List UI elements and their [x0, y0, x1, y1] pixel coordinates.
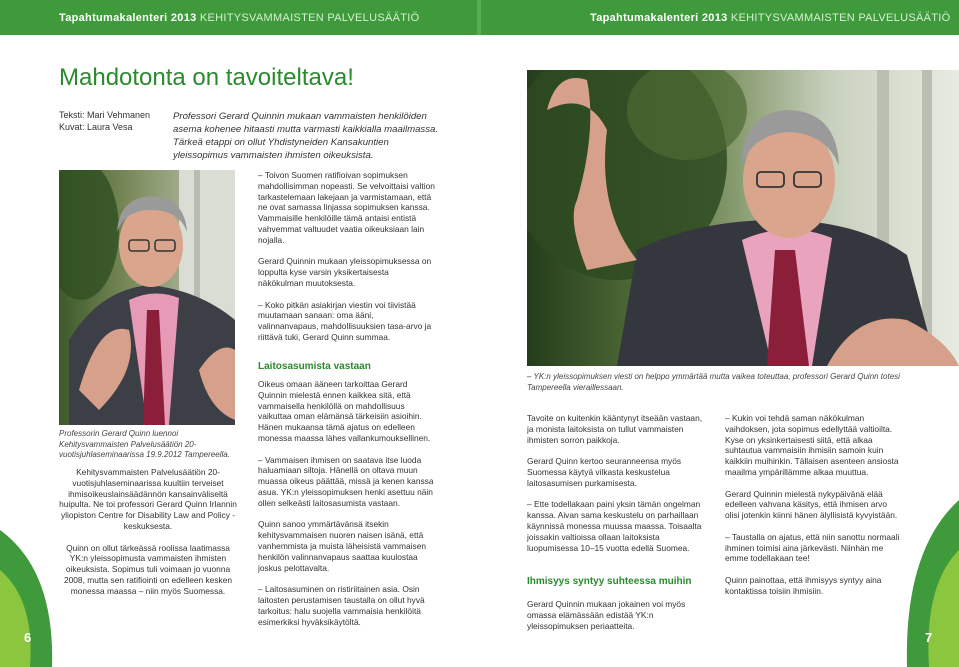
- header-divider: [477, 0, 481, 35]
- sidebar-column: [59, 467, 237, 597]
- subheading-left: Laitosasumista vastaan: [258, 361, 371, 372]
- credit-photos: Kuvat: Laura Vesa: [59, 121, 133, 132]
- body-paragraph: Quinn painottaa, että ihmisyys syntyy aina kontaktissa toisiin ihmisiin.: [725, 574, 882, 596]
- page-number-right: 7: [925, 630, 933, 645]
- header-left: [59, 12, 419, 24]
- header-right-title: Tapahtumakalenteri 2013: [590, 12, 728, 24]
- header-right-org: KEHITYSVAMMAISTEN PALVELUSÄÄTIÖ: [730, 12, 951, 24]
- body-paragraph: – Toivon Suomen ratifioivan sopimuksen mahdollisimman nopeasti. Se velvoittaisi valtion tarkastelemaan lakejaan ja varmistamaan, että ne ovat samassa linjassa sopimuksen kanssa. Vammaisille henkilöille tämä antaisi entistä vahvemmat valtuudet vaatia oikeuksiaan lain nojalla.: [258, 170, 435, 245]
- body-paragraph: – Ette todellakaan paini yksin tämän ongelman kanssa. Aivan sama keskustelu on parhaillaan käynnissä monessa muussa maassa. Toisaalta joissakin valtioissa ollaan laitoksista luopumisessa 10–15 vuotta edellä Suomea.: [527, 499, 702, 553]
- body-paragraph: Tavoite on kuitenkin kääntynyt itseään vastaan, ja monista laitoksista on tullut vammaisten ihmisten sorron paikkoja.: [527, 413, 703, 445]
- right-column-1: [527, 413, 705, 553]
- lead-paragraph: Professori Gerard Quinnin mukaan vammaisten henkilöiden asema kohenee hitaasti mutta varmasti kaikkialla maailmassa. Tärkeä etappi on ollut Yhdistyneiden Kansakuntien yleissopimus vammaisten ihmisten oikeuksista.: [173, 111, 439, 161]
- body-paragraph: – Kukin voi tehdä saman näkökulman vaihdoksen, jota sopimus edellyttää valtioilta. Kyse on yksinkertaisesti siitä, että alkaa suhtautua vammaisiin ihmisiin samoin kuin kaikkiin muihinkin. Tällaisen asenteen ansiosta maailma ympärillämme alkaa muuttua.: [725, 413, 899, 477]
- credit-text: Teksti: Mari Vehmanen: [59, 110, 151, 120]
- header-right: [590, 12, 950, 24]
- header-left-org: KEHITYSVAMMAISTEN PALVELUSÄÄTIÖ: [199, 12, 420, 24]
- left-main-column-bottom: [258, 379, 436, 627]
- body-paragraph: Gerard Quinnin mielestä nykypäivänä elää edelleen vahvana käsitys, että ihmisen arvo olisi jotenkin kiinni hänen älyllisistä kyvyistään.: [725, 488, 898, 521]
- right-column-2: [725, 413, 903, 597]
- left-main-column-top: [258, 170, 436, 343]
- sidebar-paragraph: Quinn on ollut tärkeässä roolissa laatimassa YK:n yleissopimusta vammaisten ihmisten oikeuksista. Sopimus tuli voimaan jo vuonna 2008, mutta sen ratifiointi on edelleen kesken monessa maassa – niin myös Suomessa.: [63, 542, 233, 596]
- credits: [59, 110, 150, 133]
- body-paragraph: – Koko pitkän asiakirjan viestin voi tiivistää muutamaan sanaan: oma ääni, valinnanvapaus, mahdollisuuksien tasa-arvo ja riittävä tuki, Gerard Quinn summaa.: [258, 299, 432, 342]
- body-paragraph: Quinn sanoo ymmärtävänsä itsekin kehitysvammaisen nuoren naisen isänä, että vanhemmista ja muista läheisistä vammaisen henkilön valinnanvapaus saattaa kuulostaa joskus pelottavalta.: [258, 519, 427, 573]
- body-paragraph: – Vammaisen ihmisen on saatava itse luoda haluamiaan siltoja. Hänellä on oltava muun muassa oikeus päättää, missä ja kenen kanssa asua. YK:n yleissopimuksen henki asettuu näin ollen selkeästi laitosasumista vastaan.: [258, 454, 434, 508]
- body-paragraph: – Taustalla on ajatus, että niin sanottu normaali ihminen toimisi aina järkevästi. Niinhän me emme todellakaan tee!: [725, 531, 900, 564]
- body-paragraph: Gerard Quinn kertoo seuranneensa myös Suomessa käytyä vilkasta keskustelua laitosasumisen purkamisesta.: [527, 456, 682, 488]
- leaf-decoration-left: [0, 530, 60, 667]
- photo-caption-right: – YK:n yleissopimuksen viesti on helppo ymmärtää mutta vaikea toteuttaa, professori Gerard Quinn totesi Tampereella vieraillessaan.: [527, 372, 900, 392]
- body-paragraph: – Laitosasuminen on ristiriitainen asia. Osin laitosten perustamisen taustalla on ollut hyvä tarkoitus: halu suojella vammaisia henkilöitä esimerkiksi hyväksikäytöltä.: [258, 584, 425, 627]
- body-paragraph: Oikeus omaan ääneen tarkoittaa Gerard Quinnin mielestä ennen kaikkea sitä, että vammaisella henkilöllä on mahdollisuus vaikuttaa oman elämänsä tärkeisiin asioihin. Hänen mukaansa tämä ajatus on edelleen monessa maassa lähes vallankumouksellinen.: [258, 379, 431, 443]
- photo-speaker-right: [527, 70, 959, 366]
- right-column-1-bottom: [527, 599, 705, 631]
- photo-speaker-left: [59, 170, 235, 425]
- header-left-title: Tapahtumakalenteri 2013: [59, 12, 197, 24]
- body-paragraph: Gerard Quinnin mukaan jokainen voi myös omassa elämässään edistää YK:n yleissopimuksen periaatteita.: [527, 599, 686, 631]
- sidebar-paragraph: Kehitysvammaisten Palvelusäätiön 20-vuotisjuhlaseminaarissa kuultiin terveiset ihmisoikeuslainsäädännön kansainväliseltä huipulta. Ne toi professori Gerard Quinn Irlannin yliopiston Centre for Disability Law and Policy -keskuksesta.: [59, 467, 237, 531]
- photo-caption-left: Professorin Gerard Quinn luennoi Kehitysvammaisten Palvelusäätiön 20-vuotisjuhlaseminaarissa 19.9.2012 Tampereella.: [59, 429, 230, 459]
- body-paragraph: Gerard Quinnin mukaan yleissopimuksessa on loppulta kyse varsin yksikertaisesta näkökulman muutoksesta.: [258, 256, 432, 288]
- page-number-left: 6: [24, 630, 32, 645]
- subheading-right: Ihmisyys syntyy suhteessa muihin: [527, 576, 692, 587]
- article-title: Mahdotonta on tavoiteltava!: [59, 64, 354, 91]
